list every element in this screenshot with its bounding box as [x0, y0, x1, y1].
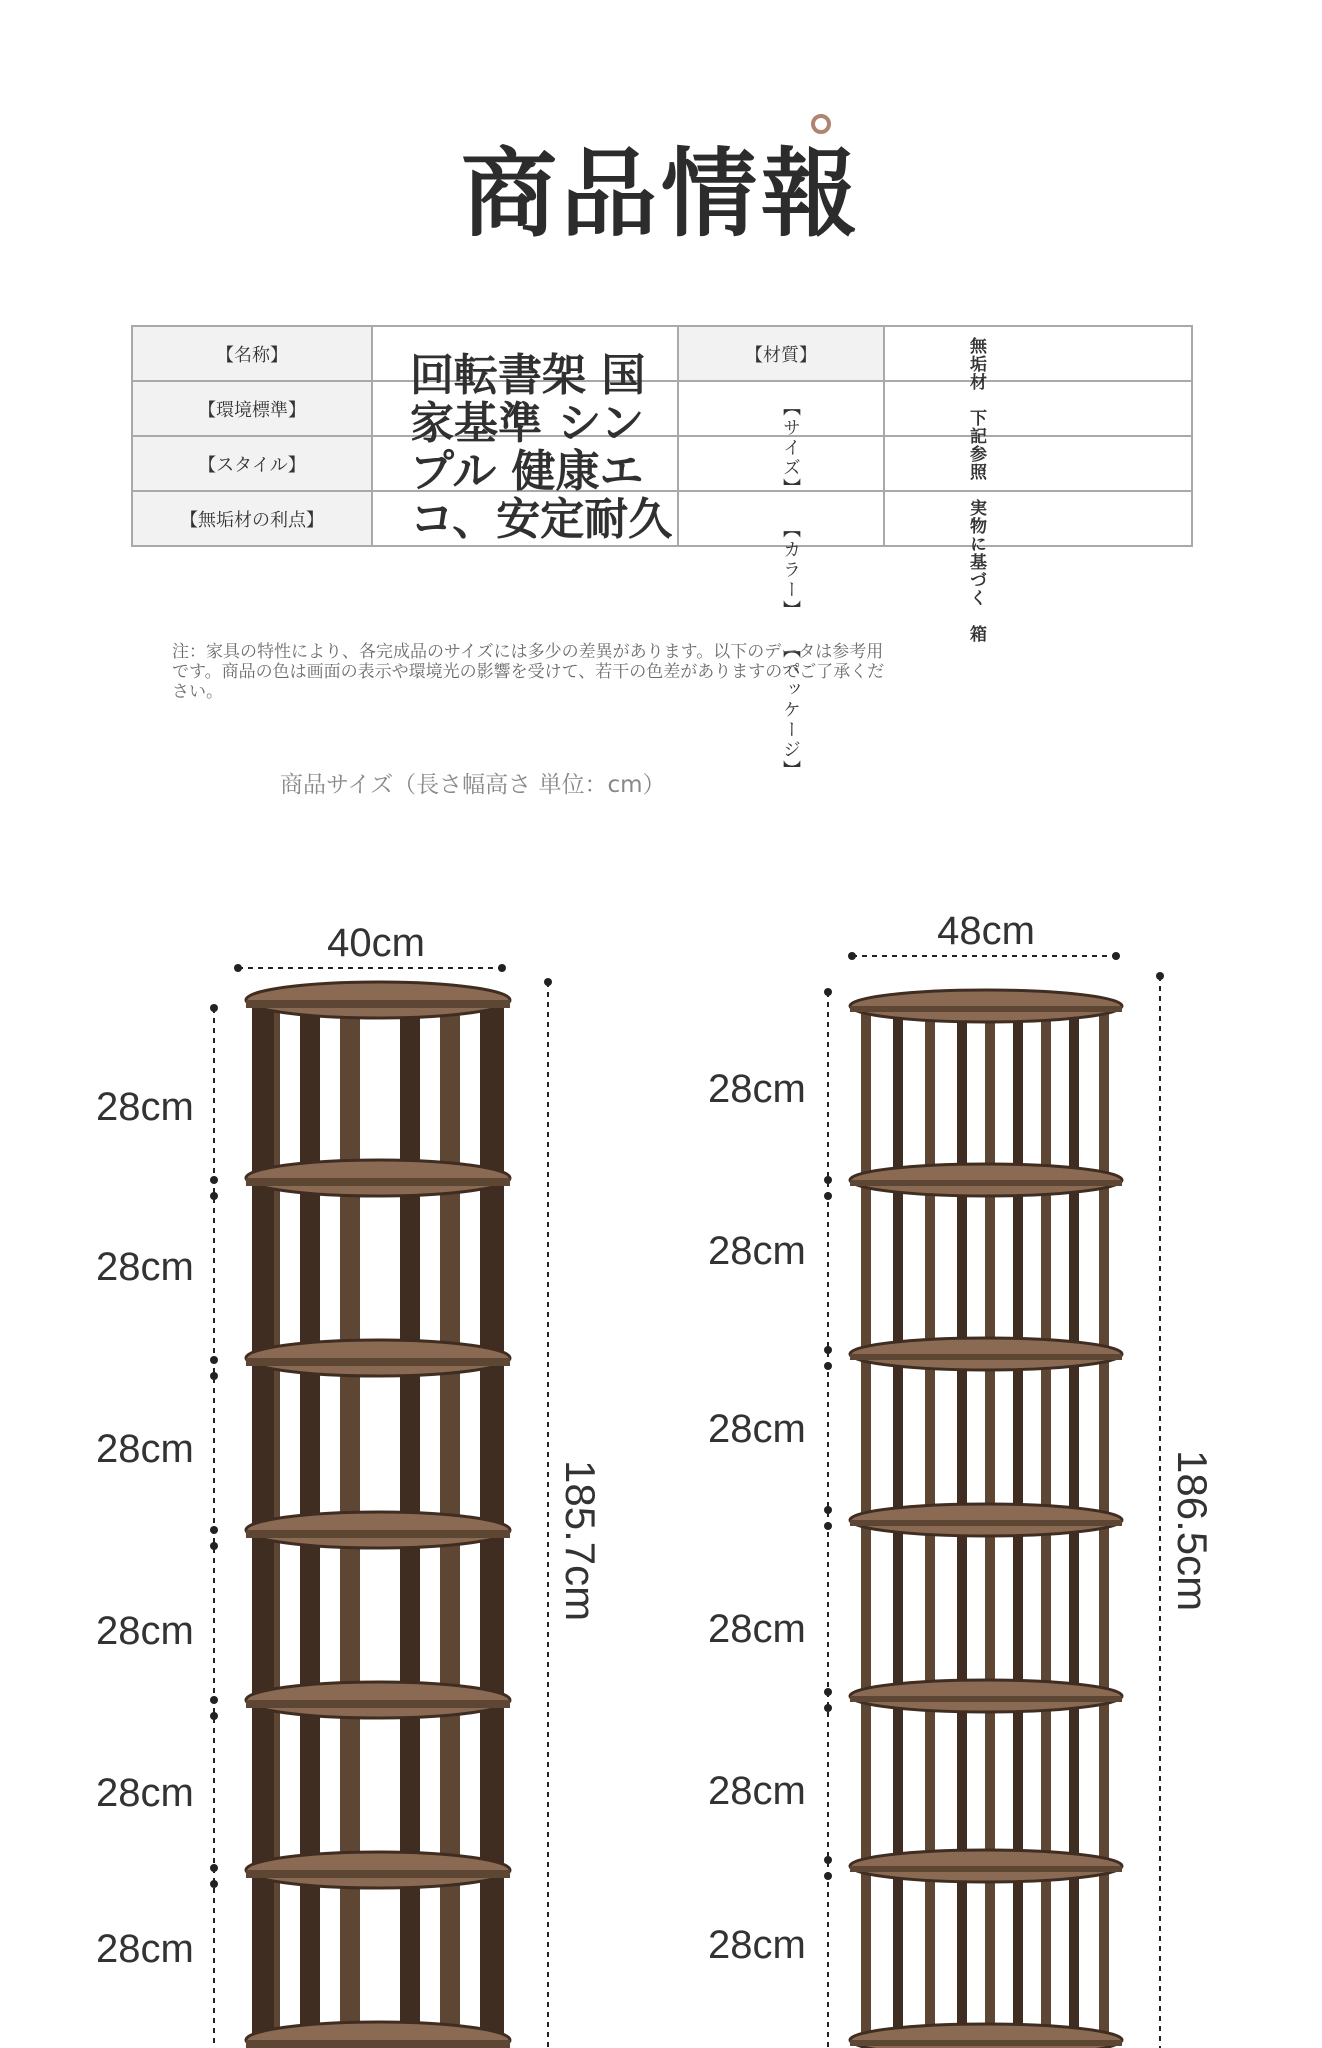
label-style: 【スタイル】	[132, 436, 372, 491]
left-tier-label-6: 28cm	[96, 1927, 194, 1971]
right-height-label: 186.5cm	[1169, 1450, 1216, 1612]
left-tier-label-3: 28cm	[96, 1427, 194, 1471]
left-width-label: 40cm	[327, 921, 425, 965]
label-env: 【環境標準】	[132, 381, 372, 436]
label-name: 【名称】	[132, 326, 372, 381]
right-tier-label-3: 28cm	[708, 1407, 806, 1451]
label-material: 【材質】	[678, 326, 884, 381]
size-header: 商品サイズ（長さ幅高さ 単位：cm）	[280, 772, 666, 798]
right-tier-label-6: 28cm	[708, 1923, 806, 1967]
left-shelf-edge	[246, 1530, 510, 1538]
left-shelf-edge	[246, 2040, 510, 2048]
right-width-label: 48cm	[937, 909, 1035, 953]
value-cell	[884, 491, 1192, 546]
left-tier-label-5: 28cm	[96, 1771, 194, 1815]
left-shelf-edge	[246, 1178, 510, 1186]
right-shelf-edge	[850, 2040, 1122, 2046]
left-tier-label-2: 28cm	[96, 1245, 194, 1289]
left-height-label: 185.7cm	[557, 1460, 604, 1622]
label-size: 【サイズ】	[780, 398, 801, 498]
label-color: 【カラー】	[780, 520, 801, 620]
left-tier-label-1: 28cm	[96, 1085, 194, 1129]
left-shelf-illustration	[246, 982, 510, 2048]
label-package: 【パッケージ】	[780, 640, 801, 780]
value-cell	[884, 381, 1192, 436]
dimension-drawing	[0, 880, 1322, 2048]
title-ring-decoration	[811, 114, 831, 134]
page-title: 商品情報	[461, 138, 861, 250]
disclaimer-note: 注：家具の特性により、各完成品のサイズには多少の差異があります。以下のデータは参考用です。商品の色は画面の表示や環境光の影響を受けて、若干の色差がありますのでご了承ください。	[172, 642, 885, 702]
right-shelf-edge	[850, 1006, 1122, 1012]
product-description: 回転書架 国家基準 シンプル 健康エコ、安定耐久	[410, 350, 673, 545]
right-shelf-edge	[850, 1354, 1122, 1360]
left-tier-labels	[96, 1085, 194, 1971]
right-tier-labels	[708, 1067, 806, 1967]
right-tier-label-5: 28cm	[708, 1769, 806, 1813]
right-shelf-edge	[850, 1180, 1122, 1186]
left-shelf-edge	[246, 1000, 510, 1008]
left-tier-label-4: 28cm	[96, 1609, 194, 1653]
right-tier-label-1: 28cm	[708, 1067, 806, 1111]
left-shelf-edge	[246, 1358, 510, 1366]
right-tier-label-2: 28cm	[708, 1229, 806, 1273]
right-tier-label-4: 28cm	[708, 1607, 806, 1651]
value-cell	[884, 326, 1192, 381]
left-shelf-edge	[246, 1700, 510, 1708]
right-shelf-edge	[850, 1866, 1122, 1872]
right-shelf-edge	[850, 1520, 1122, 1526]
label-merit: 【無垢材の利点】	[132, 491, 372, 546]
value-cell	[884, 436, 1192, 491]
right-shelf-edge	[850, 1696, 1122, 1702]
spec-values-vertical: 無垢材 下記参照 実物に基づく 箱	[966, 337, 986, 643]
left-shelf-edge	[246, 1870, 510, 1878]
right-shelf-illustration	[850, 990, 1122, 2048]
